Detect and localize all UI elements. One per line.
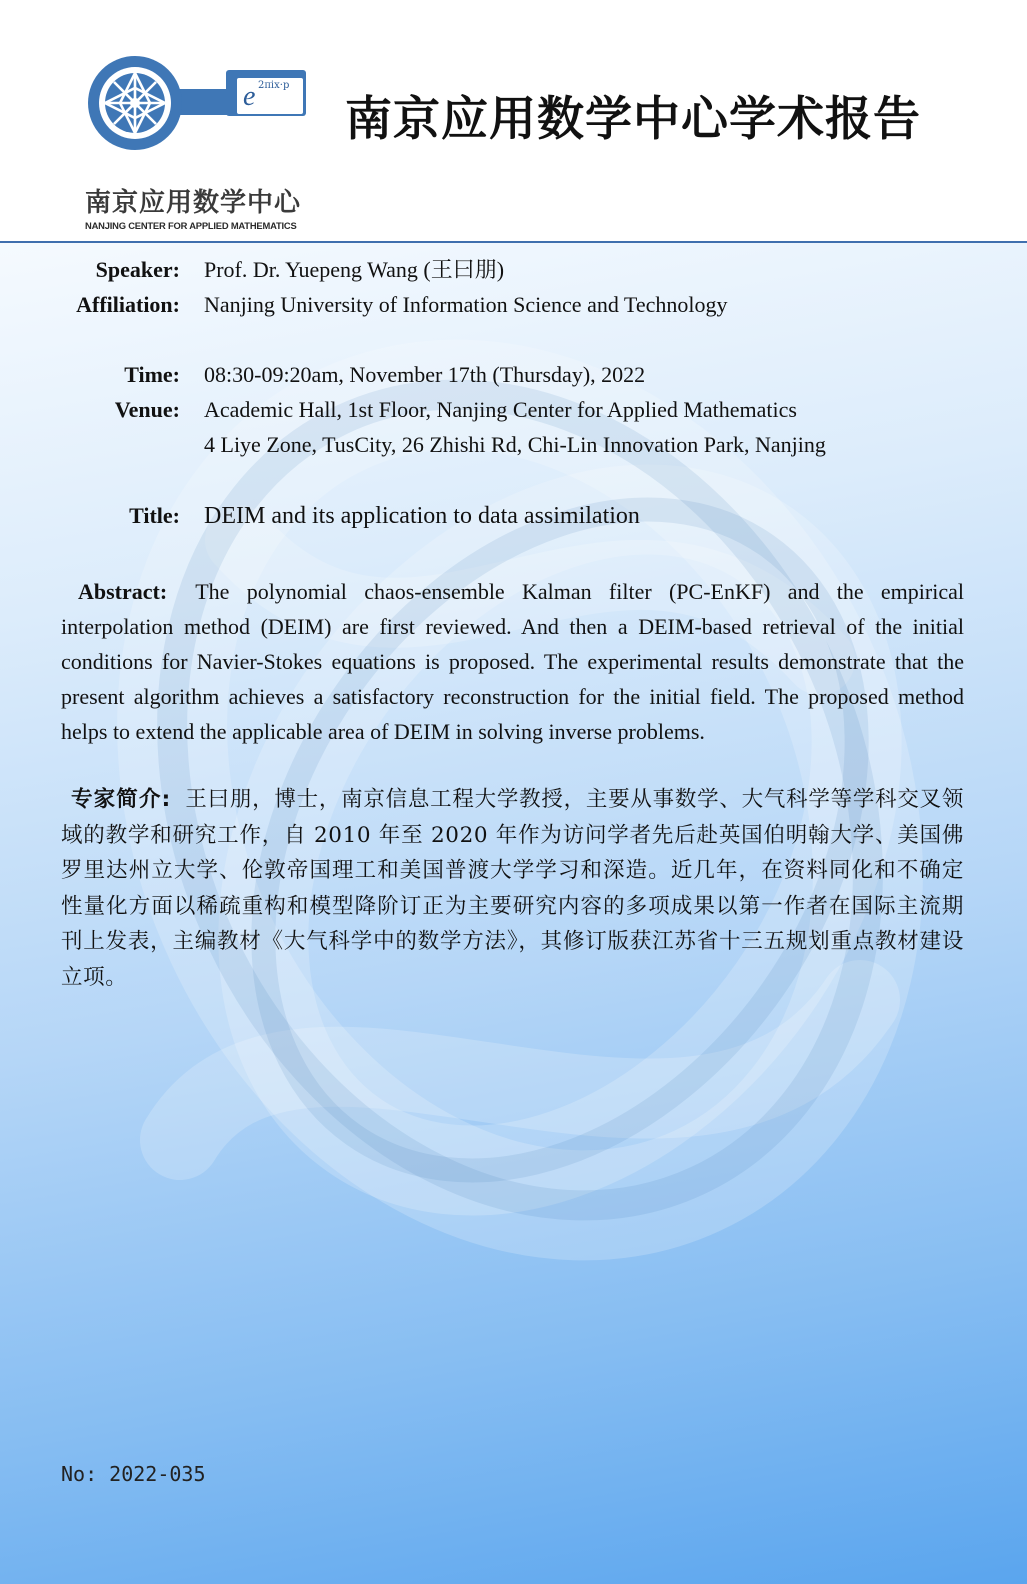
speaker-value: Prof. Dr. Yuepeng Wang (王曰朋) bbox=[204, 257, 505, 282]
talk-title-value: DEIM and its application to data assimilation bbox=[204, 503, 640, 529]
talk-title-label: Title: bbox=[129, 503, 180, 528]
logo-name-en: NANJING CENTER FOR APPLIED MATHEMATICS bbox=[85, 220, 297, 231]
time-label: Time: bbox=[124, 362, 180, 387]
talk-title-row bbox=[0, 503, 1027, 535]
speaker-row bbox=[0, 257, 1027, 287]
venue-line-2: 4 Liye Zone, TusCity, 26 Zhishi Rd, Chi-Lin Innovation Park, Nanjing bbox=[204, 432, 826, 457]
bio-label: 专家简介: bbox=[71, 787, 172, 812]
abstract-label: Abstract: bbox=[78, 579, 168, 604]
logo-formula-exponent: 2πix·p bbox=[258, 80, 290, 91]
affiliation-label: Affiliation: bbox=[76, 292, 180, 317]
venue-row bbox=[0, 397, 1027, 462]
venue-line-1: Academic Hall, 1st Floor, Nanjing Center for Applied Mathematics bbox=[204, 397, 797, 422]
abstract-text: The polynomial chaos-ensemble Kalman filter (PC-EnKF) and the empirical interpolation method (DEIM) are first reviewed. And then a DEIM-based retrieval of the initial conditions for Navier-Stokes equations is proposed. The experimental results demonstrate that the present algorithm achieves a satisfactory reconstruction for the initial field. The proposed method helps to extend the applicable area of DEIM in solving inverse problems. bbox=[61, 579, 964, 744]
header bbox=[0, 0, 1027, 242]
venue-label: Venue: bbox=[114, 397, 180, 422]
center-logo bbox=[80, 48, 320, 238]
abstract-section bbox=[61, 574, 964, 749]
logo-formula-base: e bbox=[243, 81, 256, 112]
logo-name-cn: 南京应用数学中心 bbox=[85, 188, 302, 218]
logo-formula-box bbox=[237, 78, 303, 114]
time-value: 08:30-09:20am, November 17th (Thursday), 2022 bbox=[204, 362, 646, 387]
time-row bbox=[0, 362, 1027, 392]
page-title: 南京应用数学中心学术报告 bbox=[345, 92, 921, 147]
document-number: No: 2022-035 bbox=[61, 1462, 206, 1486]
affiliation-value: Nanjing University of Information Science and Technology bbox=[204, 292, 728, 317]
bio-section bbox=[61, 782, 964, 995]
affiliation-row bbox=[0, 292, 1027, 322]
bio-text: 王曰朋，博士，南京信息工程大学教授，主要从事数学、大气科学等学科交叉领域的教学和研究工作，自 2010 年至 2020 年作为访问学者先后赴英国伯明翰大学、美国佛罗里达州立大学、伦敦帝国理工和美国普渡大学学习和深造。近几年，在资料同化和不确定性量化方面以稀疏重构和模型降阶订正为主要研究内容的多项成果以第一作者在国际主流期刊上发表，主编教材《大气科学中的数学方法》，其修订版获江苏省十三五规划重点教材建设立项。 bbox=[61, 787, 964, 990]
speaker-label: Speaker: bbox=[95, 257, 180, 282]
header-divider bbox=[0, 241, 1027, 243]
